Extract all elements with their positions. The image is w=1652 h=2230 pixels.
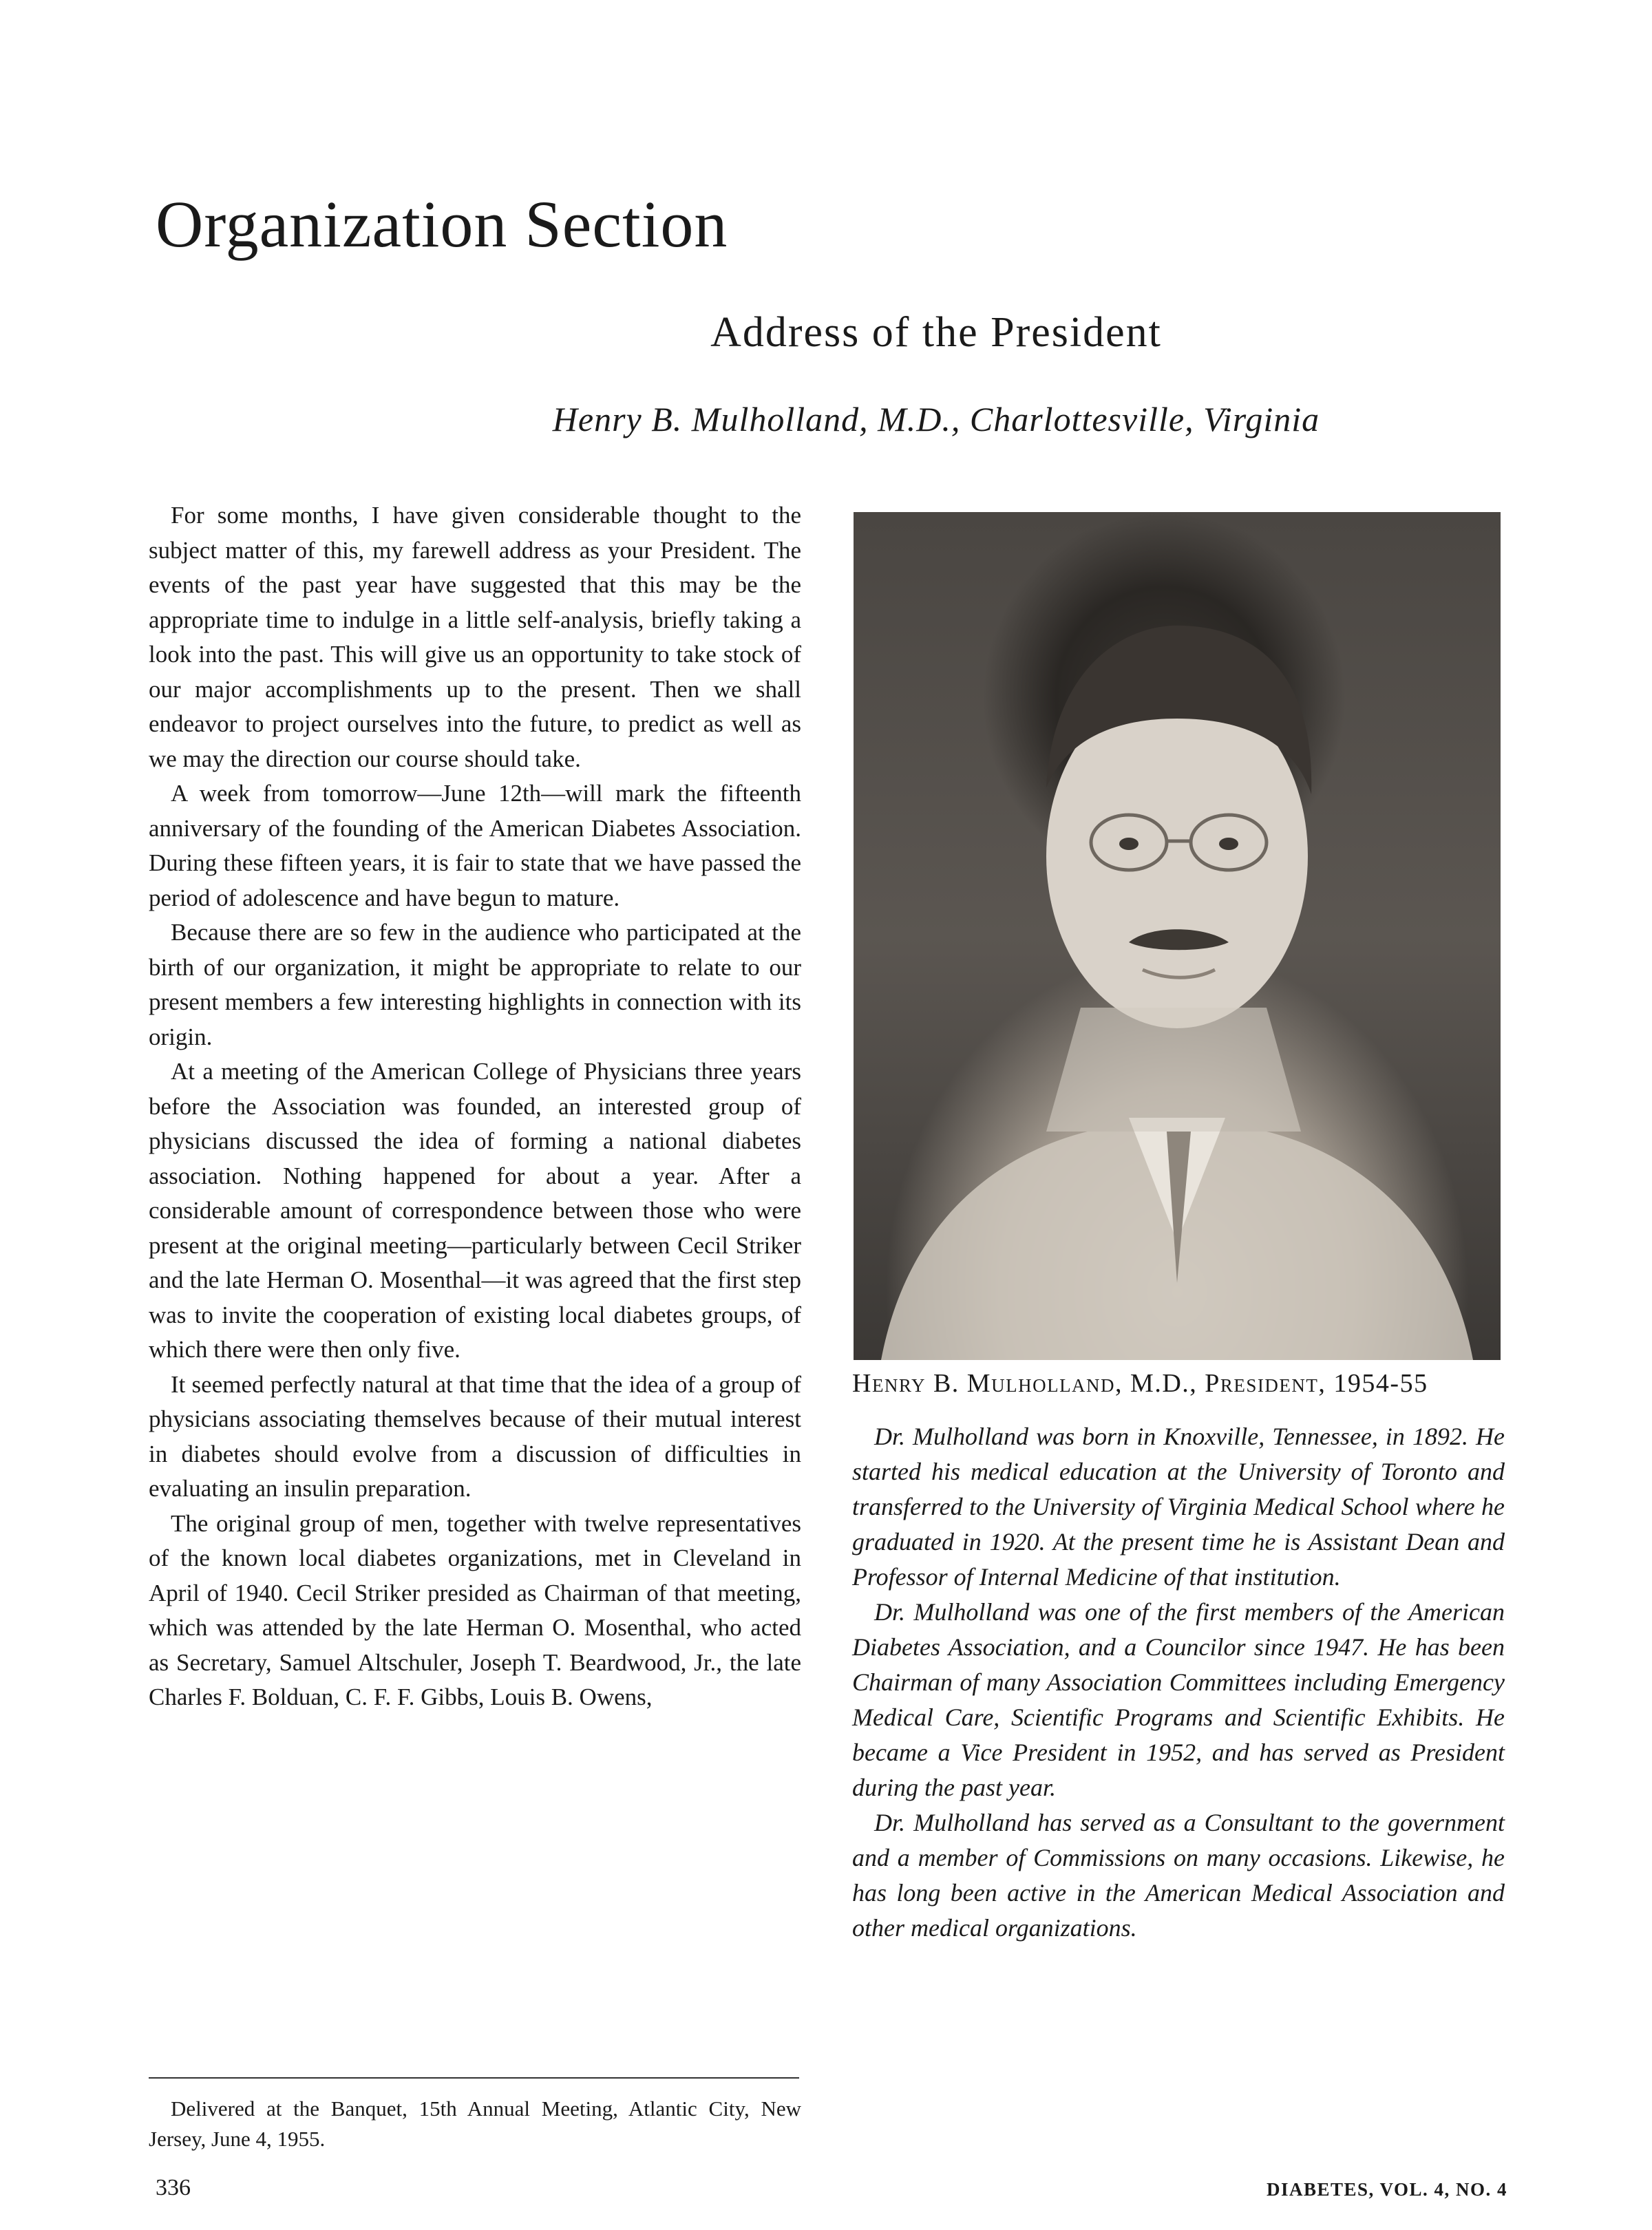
page-number: 336 (156, 2175, 191, 2200)
body-paragraph: At a meeting of the American College of Physicians three years before the Association was founded, an interested group of physicians discussed the idea of forming a national diabetes association. Nothing happened for about a year. After a considerable amount of correspondence between those who were present at the original meeting—particularly between Cecil Striker and the late Herman O. Mosenthal—it was agreed that the first step was to invite the cooperation of existing local diabetes groups, of which there were then only five. (149, 1058, 801, 1363)
footnote-divider (149, 2077, 799, 2079)
journal-running-footer: DIABETES, VOL. 4, NO. 4 (1266, 2179, 1507, 2200)
biography-column (852, 1419, 1505, 1946)
body-paragraph: The original group of men, together with twelve representatives of the known local diabetes organizations, met in Cleveland in April of 1940. Cecil Striker presided as Chairman of that meeting, which was attended by the late Herman O. Mosenthal, who acted as Secretary, Samuel Altschuler, Joseph T. Beardwood, Jr., the late Charles F. Bolduan, C. F. F. Gibbs, Louis B. Owens, (149, 1509, 801, 1710)
bio-paragraph: Dr. Mulholland was born in Knoxville, Tennessee, in 1892. He started his medical education at the University of Toronto and transferred to the University of Virginia Medical School where he graduated in 1920. At the present time he is Assistant Dean and Professor of Internal Medicine of that institution. (852, 1423, 1505, 1591)
footnote-text: Delivered at the Banquet, 15th Annual Meeting, Atlantic City, New Jersey, June 4, 1955. (149, 2096, 801, 2151)
footnote (149, 2094, 801, 2154)
bio-paragraph: Dr. Mulholland was one of the first members of the American Diabetes Association, and a Councilor since 1947. He has been Chairman of many Association Committees including Emergency Medical Care, Scientific Programs and Scientific Exhibits. He became a Vice President in 1952, and has served as President during the past year. (852, 1598, 1505, 1801)
bio-paragraph: Dr. Mulholland has served as a Consultant to the government and a member of Commissions on many occasions. Likewise, he has long been active in the American Medical Association and other medical organizations. (852, 1809, 1505, 1942)
portrait-silhouette (854, 512, 1501, 1360)
body-paragraph: For some months, I have given considerable thought to the subject matter of this, my farewell address as your President. The events of the past year have suggested that this may be the appropriate time to indulge in a little self-analysis, briefly taking a look into the past. This will give us an opportunity to take stock of our major accomplishments up to the present. Then we shall endeavor to project ourselves into the future, to predict as well as we may the direction our course should take. (149, 502, 801, 772)
photo-caption: Henry B. Mulholland, M.D., President, 1954-55 (852, 1369, 1428, 1398)
article-title: Address of the President (710, 309, 1162, 356)
body-paragraph: Because there are so few in the audience who participated at the birth of our organization, it might be appropriate to relate to our present members a few interesting highlights in connection with its origin. (149, 919, 801, 1050)
author-portrait-photo (854, 512, 1501, 1360)
body-text-column (149, 498, 801, 1715)
body-paragraph: It seemed perfectly natural at that time that the idea of a group of physicians associating themselves because of their mutual interest in diabetes should evolve from a discussion of difficulties in evaluating an insulin preparation. (149, 1370, 801, 1502)
body-paragraph: A week from tomorrow—June 12th—will mark the fifteenth anniversary of the founding of the American Diabetes Association. During these fifteen years, it is fair to state that we have passed the period of adolescence and have begun to mature. (149, 780, 801, 911)
author-byline: Henry B. Mulholland, M.D., Charlottesville, Virginia (552, 400, 1320, 438)
section-title: Organization Section (156, 187, 728, 261)
